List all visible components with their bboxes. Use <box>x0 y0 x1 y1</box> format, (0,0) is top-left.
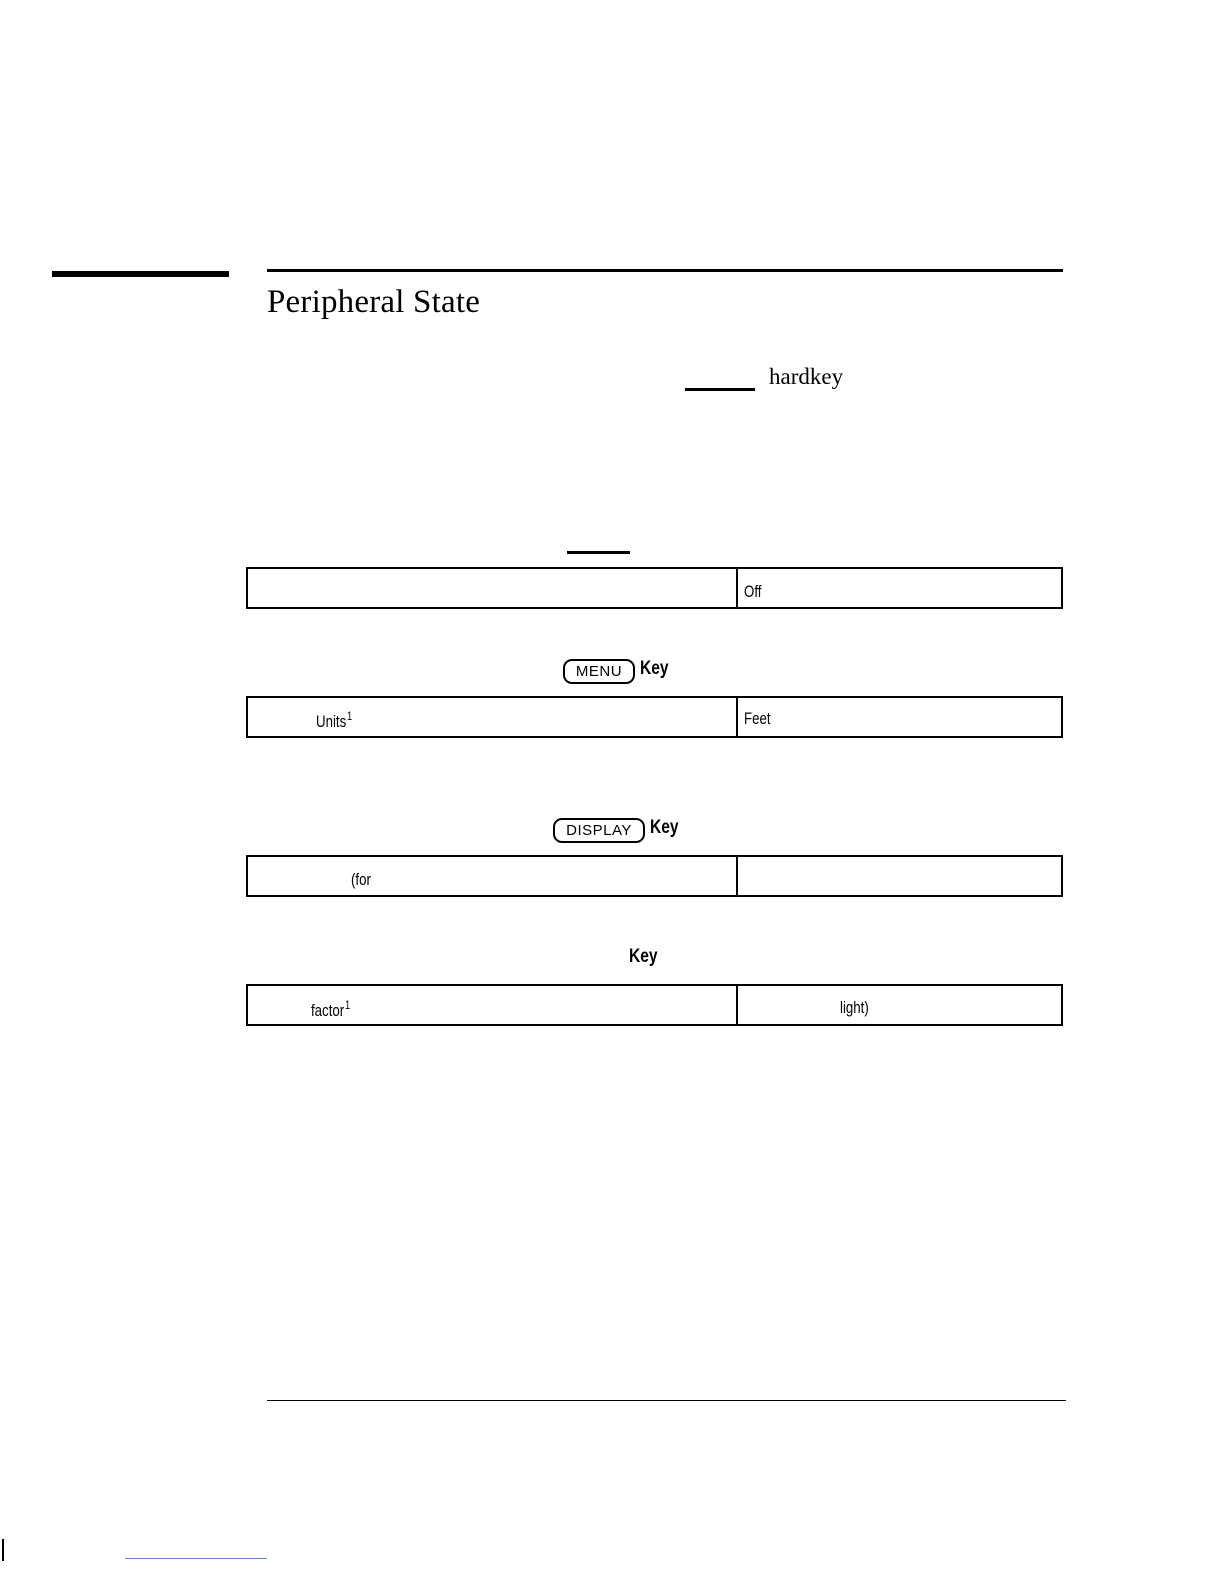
footnote-marker: 1 <box>346 709 353 723</box>
cell-right: Off <box>744 582 762 601</box>
section-1-table <box>246 567 1063 609</box>
header-rule-right <box>267 269 1063 272</box>
cell-left-text: factor <box>311 1001 345 1020</box>
cell-right: light) <box>840 998 869 1017</box>
section-2-table <box>246 696 1063 738</box>
table-divider <box>736 855 738 897</box>
cell-left <box>316 709 352 732</box>
bottom-edge-line <box>125 1558 267 1559</box>
section-3-table <box>246 855 1063 897</box>
section-4-key-label: Key <box>629 946 658 967</box>
section-4-table <box>246 984 1063 1026</box>
header-rule-left <box>52 271 229 277</box>
page-title: Peripheral State <box>267 284 481 320</box>
section-2-key-label: Key <box>640 658 669 679</box>
cell-left <box>311 998 350 1021</box>
display-key-icon: DISPLAY <box>553 818 645 843</box>
intro-underline <box>685 388 755 391</box>
table-divider <box>736 696 738 738</box>
intro-hardkey-text: hardkey <box>769 364 844 389</box>
cell-right: Feet <box>744 709 771 728</box>
footer-rule <box>267 1400 1066 1401</box>
bottom-edge-mark <box>2 1539 4 1561</box>
section-3-key-label: Key <box>650 817 679 838</box>
section-1-heading-underline <box>567 551 630 554</box>
footnote-marker: 1 <box>344 998 351 1012</box>
cell-left-text: Units <box>316 712 347 731</box>
table-divider <box>736 984 738 1026</box>
cell-left: (for <box>351 870 371 889</box>
menu-key-icon: MENU <box>563 659 635 684</box>
table-divider <box>736 567 738 609</box>
